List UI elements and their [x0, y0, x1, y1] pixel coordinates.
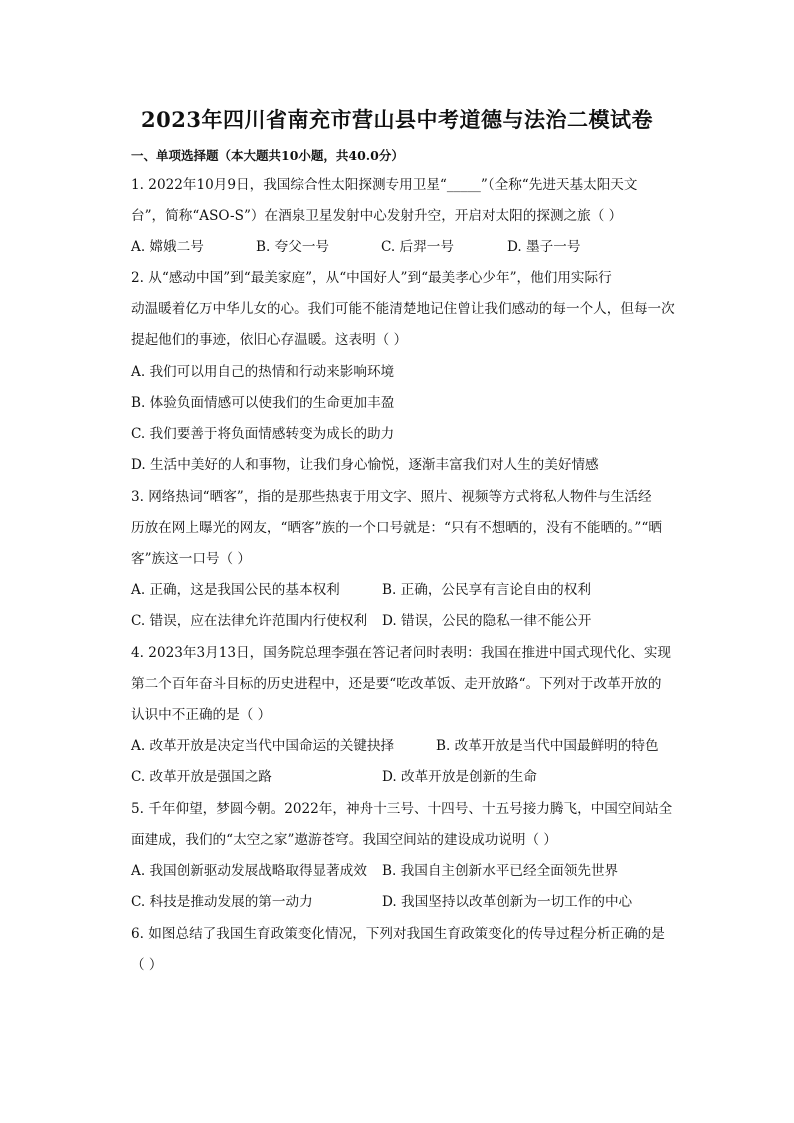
- question-2-line-3: 提起他们的事迹，依旧心存温暖。这表明（ ）: [131, 332, 408, 348]
- question-1-option-a: A. 嫦娥二号: [131, 239, 204, 255]
- question-5-option-c: C. 科技是推动发展的第一动力: [131, 894, 313, 910]
- question-1-option-b: B. 夸父一号: [256, 239, 330, 255]
- question-2-option-c: C. 我们要善于将负面情感转变为成长的助力: [131, 426, 395, 442]
- question-3-option-c: C. 错误，应在法律允许范围内行使权利: [131, 613, 368, 629]
- question-2-option-a: A. 我们可以用自己的热情和行动来影响环境: [131, 364, 395, 380]
- question-2-option-d: D. 生活中美好的人和事物，让我们身心愉悦，逐渐丰富我们对人生的美好情感: [131, 457, 599, 473]
- question-1-option-d: D. 墨子一号: [507, 239, 581, 255]
- exam-title: 2023年四川省南充市营山县中考道德与法治二模试卷: [141, 107, 653, 132]
- question-2-option-b: B. 体验负面情感可以使我们的生命更加丰盈: [131, 395, 395, 411]
- question-1-line-1: 1. 2022年10月9日，我国综合性太阳探测专用卫星“_____”（全称“先进天基太阳天文: [131, 177, 638, 193]
- section-heading: 一、单项选择题（本大题共10小题，共40.0分）: [131, 148, 404, 163]
- question-1-option-c: C. 后羿一号: [381, 239, 454, 255]
- question-4-option-b: B. 改革开放是当代中国最鲜明的特色: [436, 738, 659, 754]
- question-6-line-1: 6. 如图总结了我国生育政策变化情况，下列对我国生育政策变化的传导过程分析正确的是: [131, 926, 665, 942]
- question-4-line-3: 认识中不正确的是（ ）: [131, 707, 272, 723]
- question-3-option-b: B. 正确，公民享有言论自由的权利: [382, 582, 591, 598]
- question-3-option-d: D. 错误，公民的隐私一律不能公开: [382, 613, 592, 629]
- question-4-option-c: C. 改革开放是强国之路: [131, 769, 272, 785]
- question-5-line-1: 5. 千年仰望，梦圆今朝。2022年，神舟十三号、十四号、十五号接力腾飞，中国空间站全: [131, 801, 673, 817]
- question-2-line-2: 动温暖着亿万中华儿女的心。我们可能不能清楚地记住曾让我们感动的每一个人，但每一次: [131, 301, 675, 317]
- question-2-line-1: 2. 从“感动中国”到“最美家庭”，从“中国好人”到“最美孝心少年”，他们用实际行: [131, 270, 612, 286]
- question-4-line-1: 4. 2023年3月13日，国务院总理李强在答记者问时表明：我国在推进中国式现代化、实现: [131, 645, 672, 661]
- question-5-option-a: A. 我国创新驱动发展战略取得显著成效: [131, 863, 367, 879]
- question-3-line-1: 3. 网络热词“晒客”，指的是那些热衷于用文字、照片、视频等方式将私人物件与生活经: [131, 489, 652, 505]
- question-4-line-2: 第二个百年奋斗目标的历史进程中，还是要“吃改革饭、走开放路“。下列对于改革开放的: [131, 676, 662, 692]
- question-5-line-2: 面建成，我们的“太空之家”遨游苍穹。我国空间站的建设成功说明（ ）: [131, 832, 558, 848]
- question-3-option-a: A. 正确，这是我国公民的基本权利: [131, 582, 340, 598]
- question-5-option-b: B. 我国自主创新水平已经全面领先世界: [382, 863, 619, 879]
- question-4-option-d: D. 改革开放是创新的生命: [382, 769, 537, 785]
- question-6-line-2: （ ）: [131, 957, 163, 973]
- question-4-option-a: A. 改革开放是决定当代中国命运的关键抉择: [131, 738, 395, 754]
- question-1-line-2: 台”，简称“ASO-S”）在酒泉卫星发射中心发射升空，开启对太阳的探测之旅（ ）: [131, 208, 623, 224]
- question-3-line-3: 客”族这一口号（ ）: [131, 551, 252, 567]
- question-5-option-d: D. 我国坚持以改革创新为一切工作的中心: [382, 894, 633, 910]
- question-3-line-2: 历放在网上曝光的网友，“晒客”族的一个口号就是：“只有不想晒的，没有不能晒的。”“晒: [131, 520, 662, 536]
